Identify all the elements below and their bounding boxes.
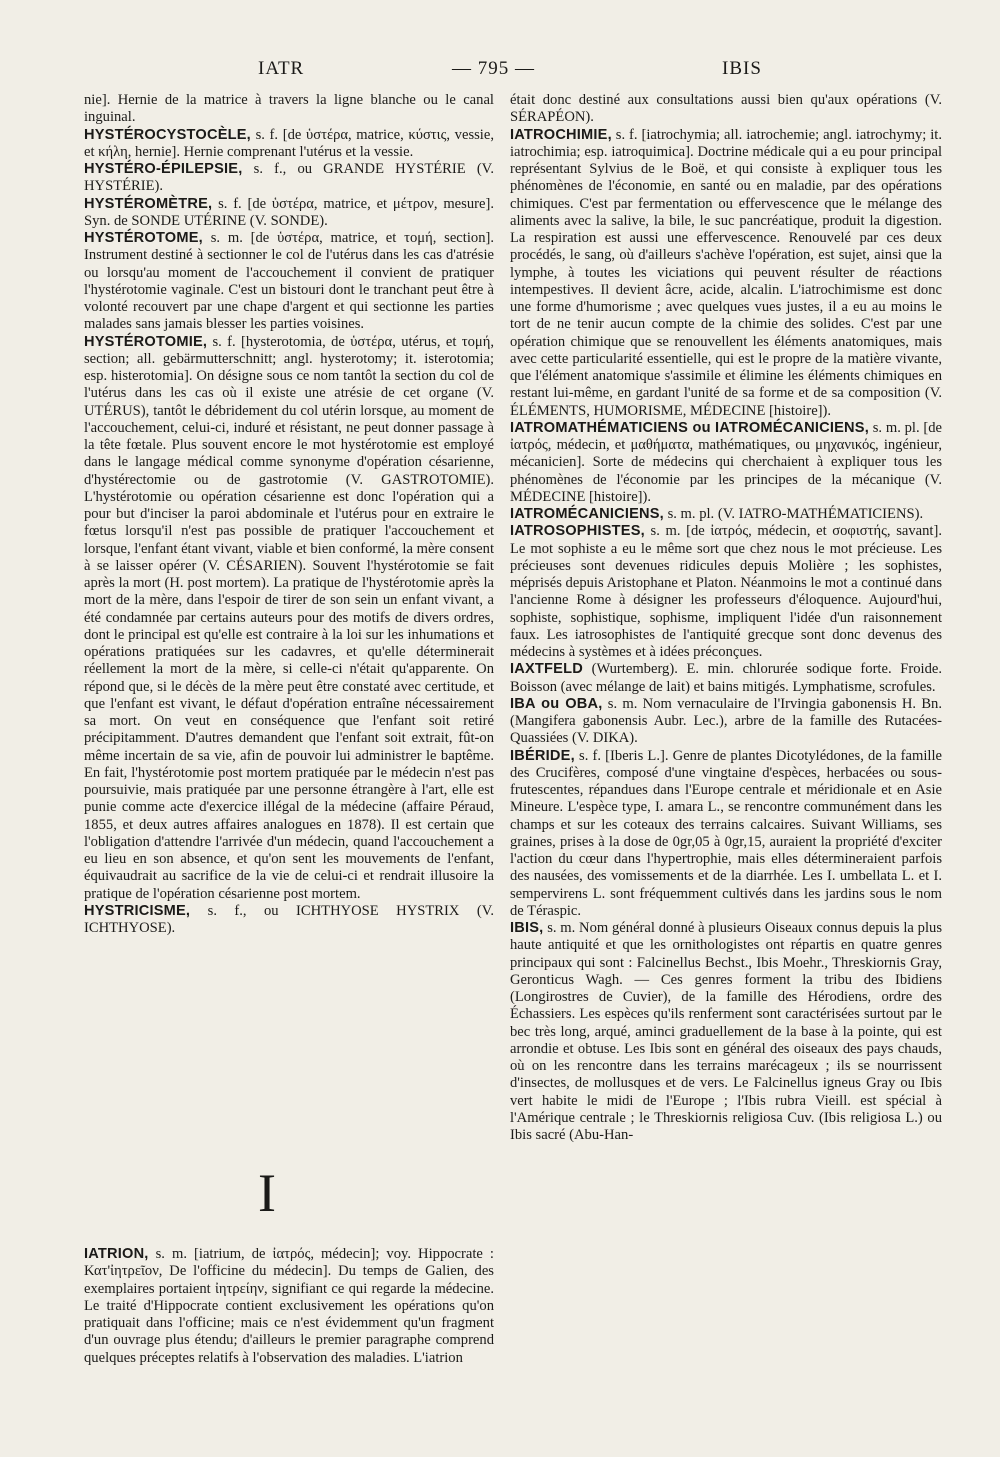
- entry-definition: s. m. pl. (V. IATRO-MATHÉMATICIENS).: [663, 506, 924, 522]
- page-number: — 795 —: [452, 58, 535, 79]
- entry-definition: s. f., ou ICHTHYOSE HYSTRIX (V. ICHTHYOSE).: [84, 902, 494, 936]
- left-column: [84, 92, 494, 937]
- entry-headword: IATROSOPHISTES,: [510, 523, 645, 540]
- dictionary-entry: [84, 161, 494, 196]
- entry-definition: s. m. [de ὑστέρα, matrice, et τομή, section]. Instrument destiné à sectionner le col de l'utérus dans les cas d'atrésie ou lorsqu'au moment de l'accouchement il convient de pratiquer l'hystérotomie vaginale. C'est un bistouri dont le tranchant peut être à volonté recouvert par une chape d'argent et qui sectionne les parties malades sans jamais blesser les parties voisines.: [84, 230, 494, 333]
- dictionary-entry: [84, 230, 494, 334]
- entry-headword: HYSTÉROTOMIE,: [84, 333, 208, 350]
- entry-headword: IATRION,: [84, 1246, 149, 1262]
- dictionary-entry: [84, 903, 494, 938]
- entry-definition: s. f. [de ὑστέρα, matrice, et μέτρον, mesure]. Syn. de SONDE UTÉRINE (V. SONDE).: [84, 195, 494, 229]
- entry-headword: IAXTFELD: [510, 661, 583, 678]
- entry-definition: était donc destiné aux consultations aussi bien qu'aux opérations (V. SÉRAPÉON).: [510, 92, 942, 126]
- entry-definition: s. f., ou GRANDE HYSTÉRIE (V. HYSTÉRIE).: [84, 161, 494, 195]
- entry-definition: s. f. [iatrochymia; all. iatrochemie; angl. iatrochymy; it. iatrochimia; esp. iatroquimica]. Doctrine médicale qui a eu pour principal représentant Sylvius de le Boë, et qui consiste à expliquer tous les phénomènes de l'économie, en santé ou en maladie, par des opérations chimiques. C'est par fermentation ou effervescence que le mélange des aliments avec la salive, la bile, le suc pancréatique, produit la digestion. La respiration est aussi une effervescence. Renouvelé par ces deux procédés, le sang, où d'ailleurs s'achève l'opération, est sujet, ainsi que la lymphe, à toutes les viciations qui peuvent résulter de réactions intempestives. Il devient âcre, acide, alcalin. L'iatrochimisme est donc une forme d'humorisme ; avec quelques vues justes, il a eu au moins le tort de ne tenir aucun compte de la chimie des solides. C'est par une opération chimique que se renouvellent les éléments anatomiques, mais avec cette particularité essentielle, qui est le propre de la matière vivante, que l'élément anatomique s'assimile et élimine les éléments chimiques en restant lui-même, en gardant l'unité de sa forme et de sa composition (V. ÉLÉMENTS, HUMORISME, MÉDECINE [histoire]).: [510, 126, 942, 419]
- entry-headword: HYSTÉRO-ÉPILEPSIE,: [84, 161, 243, 177]
- dictionary-entry: [510, 523, 942, 661]
- running-header: [0, 58, 1000, 86]
- entry-definition: s. f. [de ὑστέρα, matrice, κύστις, vessie, et κήλη, hernie]. Hernie comprenant l'utérus et la vessie.: [84, 126, 494, 160]
- dictionary-entry: [84, 334, 494, 903]
- dictionary-entry: [510, 920, 942, 1144]
- entry-headword: HYSTÉROMÈTRE,: [84, 195, 213, 212]
- entry-definition: s. m. [iatrium, de ἰατρός, médecin]; voy. Hippocrate : Κατ'ἰητρεῖον, De l'officine du médecin]. Du temps de Galien, des exemplaires portaient ἰητρείην, signifiant ce qui regarde la médecine. Le traité d'Hippocrate contient exclusivement les opérations qu'on pratiquait dans l'officine; mais ce n'est évidemment qu'un fragment d'un ouvrage plus étendu; d'ailleurs le premier paragraphe comprend quelques préceptes relatifs à l'observation des maladies. L'iatrion: [84, 1246, 494, 1366]
- entry-headword: IBÉRIDE,: [510, 747, 575, 764]
- entry-definition: s. f. [hysterotomia, de ὑστέρα, utérus, et τομή, section; all. gebärmutterschnitt; angl. hysterotomy; it. isterotomia; esp. histerotomia]. On désigne sous ce nom tantôt la section du col de l'utérus dans les cas où il existe une atrésie de cet organe (V. UTÉRUS), tantôt le débridement du col utérin lorsque, au moment de l'accouchement, celui-ci, induré et résistant, ne peut donner passage à la tête fœtale. Plus souvent encore le mot hystérotomie est employé dans le langage médical comme synonyme d'opération césarienne, d'hystérectomie ou de gastrotomie (V. GASTROTOMIE). L'hystérotomie ou opération césarienne est donc l'opération qui a pour but d'inciser la paroi abdominale et l'utérus pour en extraire le fœtus lorsqu'il n'est pas possible de pratiquer l'accouchement et lorsque, l'enfant étant vivant, viable et bien conformé, la mère consent à se laisser opérer (V. CÉSARIEN). Souvent l'hystérotomie se fait après la mort (H. post mortem). La pratique de l'hystérotomie après la mort de la mère, dans l'espoir de tirer de son sein un enfant vivant, a été condamnée par certains auteurs pour des motifs de divers ordres, dont le principal est qu'elle est contraire à la loi sur les inhumations et opérations pratiquées sur les cadavres, et qu'elle déterminerait réellement la mort de la mère, si celle-ci n'était qu'apparente. On répond que, si le décès de la mère peut être constaté avec certitude, et que l'enfant est vivant, le défaut d'opération entraîne nécessairement sa mort. On veut en conséquence que l'enfant soit retiré précipitamment. D'autres demandent que l'enfant soit extrait, fût-on même incertain de sa vie, afin de pouvoir lui administrer le baptême. En fait, l'hystérotomie post mortem pratiquée par le médecin n'est pas poursuivie, mais pratiquée par une personne étrangère à l'art, elle est punie comme acte d'exercice illégal de la médecine (affaire Péraud, 1855, et deux autres affaires analogues en 1878). Il est certain que l'obligation d'attendre l'arrivée d'un médecin, quand l'accouchement a eu lieu en son absence, et qu'on sent les mouvements de l'enfant, équivaudrait au sacrifice de la vie de celui-ci et rendrait illusoire la pratique de l'opération césarienne post mortem.: [84, 333, 494, 902]
- entry-headword: HYSTRICISME,: [84, 902, 191, 919]
- entry-headword: IATROMATHÉMATICIENS ou IATROMÉCANICIENS,: [510, 419, 869, 436]
- entry-headword: IBA ou OBA,: [510, 695, 603, 712]
- left-guide-word: IATR: [258, 58, 305, 79]
- dictionary-entry: [510, 696, 942, 748]
- entry-definition: s. f. [Iberis L.]. Genre de plantes Dicotylédones, de la famille des Crucifères, composé d'une vingtaine d'espèces, herbacées ou sous-frutescentes, répandues dans l'Europe centrale et méridionale et en Asie Mineure. L'espèce type, I. amara L., se rencontre communément dans les champs et sur les coteaux des terrains calcaires. Suivant Williams, ses graines, prises à la dose de 0gr,05 à 0gr,15, auraient la propriété d'exciter l'action du cœur dans l'hypertrophie, mais elles détermineraient parfois des nausées, des vomissements et de la diarrhée. Les I. umbellata L. et I. sempervirens L. sont fréquemment cultivés dans les jardins sous le nom de Téraspic.: [510, 747, 942, 919]
- dictionary-entry: [84, 127, 494, 162]
- dictionary-entry: [510, 420, 942, 506]
- dictionary-entry: [510, 92, 942, 127]
- dictionary-entry: [510, 748, 942, 921]
- dictionary-entry: [510, 127, 942, 420]
- dictionary-entry: [510, 506, 942, 523]
- entry-definition: (Wurtemberg). E. min. chlorurée sodique forte. Froide. Boisson (avec mélange de lait) et bains mitigés. Lymphatisme, scrofules.: [510, 661, 942, 695]
- entry-headword: IATROCHIMIE,: [510, 126, 612, 143]
- dictionary-entry: [84, 1246, 494, 1367]
- section-letter: I: [258, 1163, 276, 1223]
- left-column-continuation: [84, 1246, 494, 1367]
- entry-definition: s. m. Nom général donné à plusieurs Oiseaux connus depuis la plus haute antiquité et que les ornithologistes ont répartis en quatre genres principaux qui sont : Falcinellus Bechst., Ibis Moehr., Threskiornis Gray, Geronticus Wagh. — Ces genres forment la tribu des Ibidiens (Longirostres de Cuvier), de la famille des Hérodiens, ordre des Échassiers. Les espèces qu'ils renferment sont caractérisées surtout par le bec très long, arqué, aminci graduellement de la base à la pointe, qui est arrondie et obtuse. Les Ibis sont en général des oiseaux des pays chauds, où on les rencontre dans les terrains marécageux ; ils se nourrissent d'insectes, de mollusques et de vers. Le Falcinellus igneus Gray ou Ibis vert habite le midi de l'Europe ; l'Ibis rubra Vieill. est spécial à l'Amérique centrale ; le Threskiornis religiosa Cuv. (Ibis religiosa L.) ou Ibis sacré (Abu-Han-: [510, 920, 942, 1143]
- dictionary-entry: [510, 661, 942, 696]
- entry-headword: IATROMÉCANICIENS,: [510, 506, 664, 522]
- right-guide-word: IBIS: [722, 58, 762, 79]
- dictionary-entry: [84, 92, 494, 127]
- entry-headword: HYSTÉROTOME,: [84, 230, 203, 246]
- right-column: [510, 92, 942, 1144]
- entry-headword: IBIS,: [510, 920, 544, 936]
- entry-definition: s. m. pl. [de ἰατρός, médecin, et μαθήματα, mathématiques, ou μηχανικός, ingénieur, mécanicien]. Sorte de médecins qui cherchaient à expliquer tous les phénomènes de l'économie par les principes de la mécanique (V. MÉDECINE [histoire]).: [510, 419, 942, 505]
- entry-headword: HYSTÉROCYSTOCÈLE,: [84, 126, 251, 143]
- entry-definition: nie]. Hernie de la matrice à travers la ligne blanche ou le canal inguinal.: [84, 92, 494, 126]
- dictionary-entry: [84, 196, 494, 231]
- entry-definition: s. m. Nom vernaculaire de l'Irvingia gabonensis H. Bn. (Mangifera gabonensis Aubr. Lec.), arbre de la famille des Rutacées-Quassiées (V. DIKA).: [510, 695, 942, 747]
- entry-definition: s. m. [de ἰατρός, médecin, et σοφιστής, savant]. Le mot sophiste a eu le même sort que chez nous le mot précieuse. Les précieuses sont devenues ridicules depuis Molière ; les sophistes, méprisés depuis Aristophane et Platon. Néanmoins le mot a continué dans l'ancienne Rome à désigner les professeurs d'éloquence. Aujourd'hui, sophiste, sophistique, sophisme, impliquent l'idée d'un raisonnement faux. Les iatrosophistes de l'antiquité grecque sont donc devenus des médecins à systèmes et à idées préconçues.: [510, 523, 942, 660]
